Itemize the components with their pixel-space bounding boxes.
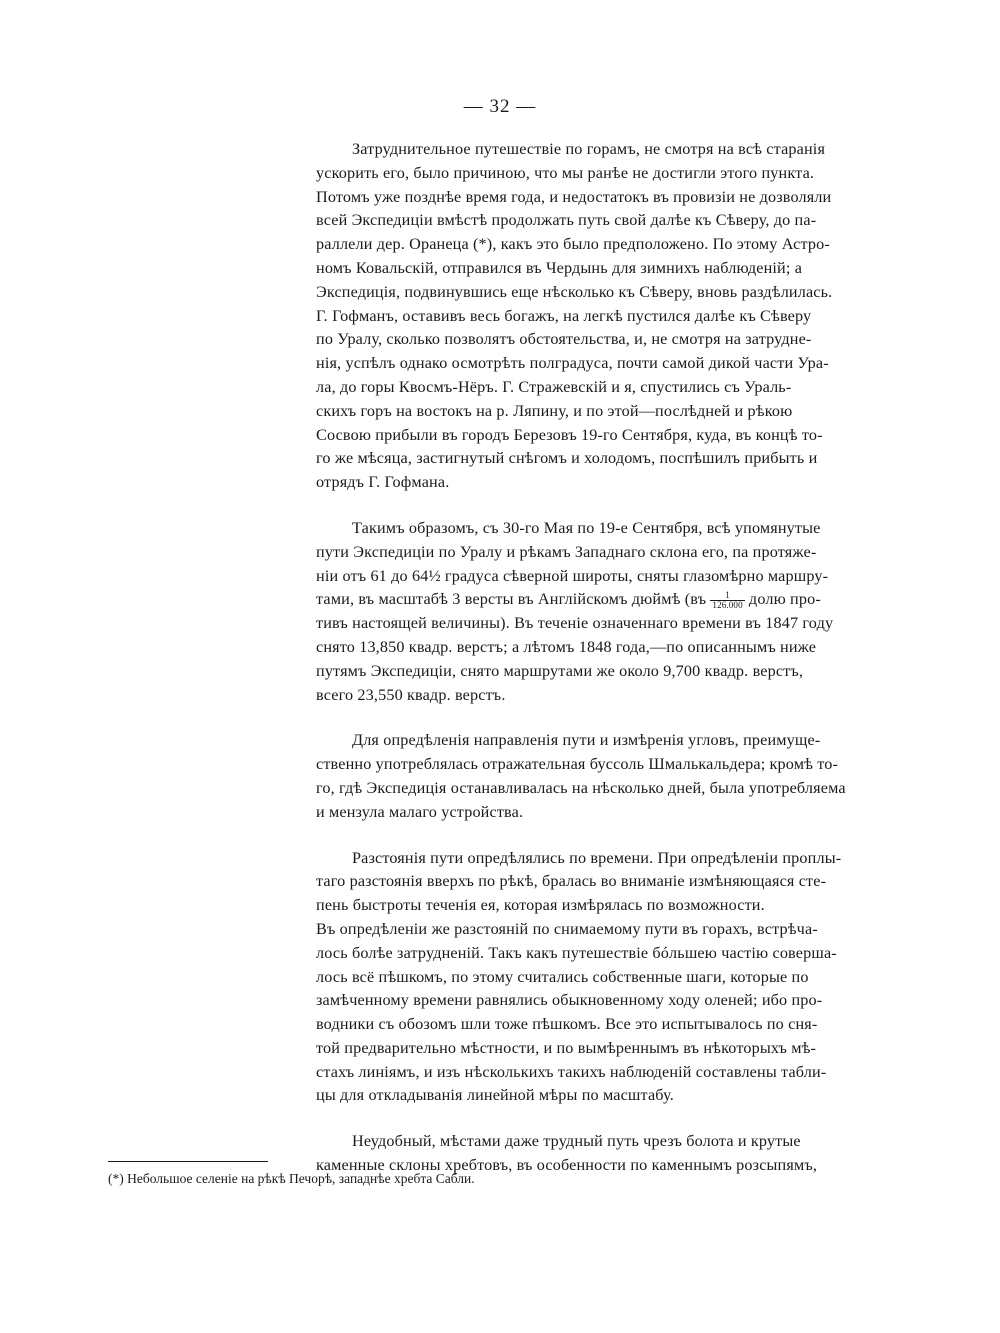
text-line: Разстоянія пути опредѣлялись по времени. При опредѣленіи проплы- (352, 848, 842, 867)
text-line: каменные склоны хребтовъ, въ особенности по каменнымъ розсыпямъ, (316, 1156, 818, 1175)
text-line: скихъ горъ на востокъ на р. Ляпину, и по этой—послѣдней и рѣкою (316, 401, 793, 420)
text-line: номъ Ковальскій, отправился въ Чердынь для зимнихъ наблюденій; а (316, 258, 803, 277)
text-line: путямъ Экспедиціи, снято маршрутами же около 9,700 квадр. верстъ, (316, 661, 804, 680)
text-line: Экспедиція, подвинувшись еще нѣсколько къ Сѣверу, вновь раздѣлилась. (316, 282, 833, 301)
text-line: Затруднительное путешествіе по горамъ, не смотря на всѣ старанія (352, 140, 826, 158)
text-line: лось всё пѣшкомъ, по этому считались собственные шаги, которые по (316, 967, 809, 986)
body-text (280, 138, 882, 1178)
text-line: пень быстроты теченія ея, которая измѣрялась по возможности. (316, 896, 765, 915)
text-line: пути Экспедиціи по Уралу и рѣкамъ Западнаго склона его, па протяже- (316, 542, 817, 561)
text-line: ускорить его, было причиною, что мы ранѣе не достигли этого пункта. (316, 163, 815, 182)
text-line: той предварительно мѣстности, и по вымѣреннымъ въ нѣкоторыхъ мѣ- (316, 1038, 817, 1057)
text-line: отрядъ Г. Гофмана. (316, 473, 450, 492)
footnote: (*) Небольшое селеніе на рѣкѣ Печорѣ, западнѣе хребта Сабли. (108, 1171, 475, 1186)
text-line: нія, успѣлъ однако осмотрѣть полградуса, почти самой дикой части Ура- (316, 354, 829, 373)
text-line: го, гдѣ Экспедиція останавливалась на нѣсколько дней, была употребляема (316, 778, 846, 797)
text-line: ла, до горы Квосмъ-Нёръ. Г. Стражевскій и я, спустились съ Ураль- (316, 377, 792, 396)
footnote-rule (108, 1161, 268, 1162)
scale-fraction (710, 591, 744, 610)
text-line: водники съ обозомъ шли тоже пѣшкомъ. Все это испытывалось по сня- (316, 1015, 818, 1034)
paragraph-1 (280, 138, 882, 495)
text-line: таго разстоянія вверхъ по рѣкѣ, бралась во вниманіе измѣняющаяся сте- (316, 872, 827, 891)
text-line: Потомъ уже позднѣе время года, и недостатокъ въ провизіи не дозволяли (316, 187, 832, 206)
text-line: стахъ линіямъ, и изъ нѣсколькихъ такихъ наблюденій составлены табли- (316, 1062, 827, 1081)
text-line: снято 13,850 квадр. верстъ; а лѣтомъ 1848 года,—по описаннымъ ниже (316, 637, 817, 656)
text-line: всего 23,550 квадр. верстъ. (316, 685, 506, 704)
text-line: Г. Гофманъ, оставивъ весь богажъ, на легкѣ пустился далѣе къ Сѣверу (316, 306, 812, 325)
text-line: замѣченному времени равнялись обыкновенному ходу оленей; ибо про- (316, 991, 823, 1010)
fraction-numerator: 1 (710, 591, 744, 601)
text-line: раллели дер. Оранеца (*), какъ это было предположено. По этому Астро- (316, 235, 830, 254)
text-line: Неудобный, мѣстами даже трудный путь чрезъ болота и крутые (352, 1132, 801, 1151)
text-line: Въ опредѣленіи же разстояній по снимаемому пути въ горахъ, встрѣча- (316, 919, 818, 938)
paragraph-3 (280, 729, 882, 824)
text-line: ніи отъ 61 до 64½ градуса сѣверной широты, сняты глазомѣрно маршру- (316, 566, 829, 585)
text-line: ственно употреблялась отражательная буссоль Шмалькальдера; кромѣ то- (316, 755, 839, 774)
text-line: тивъ настоящей величины). Въ теченіе означеннаго времени въ 1847 году (316, 614, 834, 633)
text-line: Сосвою прибыли въ городъ Березовъ 19-го Сентября, куда, въ концѣ то- (316, 425, 823, 444)
text-line: по Уралу, сколько позволятъ обстоятельства, и, не смотря на затрудне- (316, 330, 812, 349)
paragraph-4 (280, 847, 882, 1109)
text-line: тами, въ масштабѣ 3 версты въ Англійскомъ дюймѣ (въ $\frac{1}{126.000}$ долю про- (316, 590, 821, 611)
text-line: и мензула малаго устройства. (316, 802, 524, 821)
text-line: лось болѣе затрудненій. Такъ какъ путешествіе бóльшею частію соверша- (316, 943, 837, 962)
text-line: всей Экспедиціи вмѣстѣ продолжать путь свой далѣе къ Сѣверу, до па- (316, 211, 817, 230)
fraction-denominator: 126.000 (712, 600, 743, 611)
text-line: Для опредѣленія направленія пути и измѣренія угловъ, преимуще- (352, 731, 821, 750)
text-line: Такимъ образомъ, съ 30-го Мая по 19-е Сентября, всѣ упомянутые (352, 518, 821, 537)
text-line: го же мѣсяца, застигнутый снѣгомъ и холодомъ, поспѣшилъ прибыть и (316, 449, 818, 468)
page-number: — 32 — (463, 96, 537, 117)
paragraph-2 (280, 517, 882, 707)
text-line: цы для откладыванія линейной мѣры по масштабу. (316, 1086, 674, 1105)
